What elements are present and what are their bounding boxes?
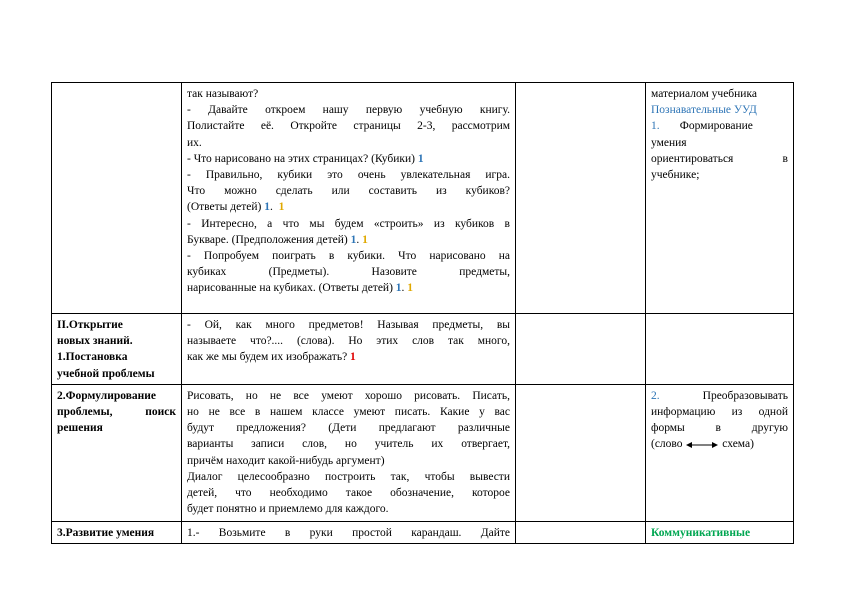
mark: 1 xyxy=(264,201,270,214)
mark: 1 xyxy=(278,201,285,214)
stage-cell: 3.Развитие умения xyxy=(52,521,182,543)
activity-line: Рисовать, но не все умеют хорошо рисовать. Писать, xyxy=(187,389,510,402)
stage-cell xyxy=(52,384,182,521)
activity-line: будут предложения? (Дети предлагают различные xyxy=(187,422,510,435)
activity-line: Полистайте её. Откройте страницы 2-3, рассмотрим xyxy=(187,120,510,133)
mark: 1 xyxy=(350,233,357,246)
activity-line: Что можно сделать или составить из кубиков? xyxy=(187,185,510,198)
stage-line: II.Открытие xyxy=(57,319,123,331)
activity-cell xyxy=(182,314,516,385)
activity-line: варианты записи слов, но учитель их отвергает, xyxy=(187,438,510,451)
mark: 1 xyxy=(395,282,402,295)
stage-line: 1.Постановка xyxy=(57,351,128,364)
mark: 1 xyxy=(407,282,414,295)
activity-cell: так называют? - Давайте откроем нашу первую учебную книгу. Полистайте её. Откройте страницы 2-3, рассмотрим их. - Что нарисовано на этих страницах? (Кубики) 1 - Правильно, кубики это очень увлекательная игра. Что можно сделать или составить из кубиков? (Ответы детей) 1. 1 - Интересно, а что мы будем «строить» из кубиков в Букваре. (Предположения детей) 1. 1 - Попробуем поиграть в кубики. Что нарисовано на кубиках (Предметы). Назовите предметы, нарисованные на кубиках. (Ответы детей) 1. 1 xyxy=(182,83,516,314)
activity-line: как же мы будем их изображать? xyxy=(187,351,348,364)
activity-line: (Ответы детей) xyxy=(187,201,262,214)
uud-line: 1. Формирование xyxy=(651,120,753,133)
uud-cell xyxy=(646,83,794,314)
table-row xyxy=(52,314,794,385)
empty-cell xyxy=(646,314,794,385)
empty-cell xyxy=(516,83,646,314)
activity-line: Диалог целесообразно построить так, чтобы вывести xyxy=(187,470,510,483)
activity-line: - Что нарисовано на этих страницах? (Кубики) xyxy=(187,152,415,165)
mark: 1 xyxy=(350,351,356,364)
activity-line: - Интересно, а что мы будем «строить» из кубиков в xyxy=(187,217,510,230)
lesson-plan-table xyxy=(51,82,794,544)
activity-cell: 1.- Возьмите в руки простой карандаш. Дайте xyxy=(182,521,516,543)
mark: 1 xyxy=(362,233,368,246)
uud-line: (слово xyxy=(651,438,683,451)
double-headed-arrow-icon xyxy=(686,440,718,450)
stage-cell xyxy=(52,314,182,385)
activity-line: называете что?.... (слова). Но этих слов так много, xyxy=(187,335,510,348)
activity-line: но не все в нашем классе умеют писать. Какие у вас xyxy=(187,406,510,419)
stage-line: решения xyxy=(57,422,103,435)
activity-line: Букваре. (Предположения детей) xyxy=(187,233,348,246)
stage-cell xyxy=(52,83,182,314)
mark: 1 xyxy=(417,152,424,165)
stage-line: новых знаний. xyxy=(57,335,133,348)
table-row xyxy=(52,83,794,314)
activity-cell xyxy=(182,384,516,521)
uud-number: 2. xyxy=(651,389,660,402)
uud-line: материалом учебника xyxy=(651,88,757,100)
uud-line: схема) xyxy=(722,438,754,451)
stage-line: учебной проблемы xyxy=(57,367,155,380)
empty-cell xyxy=(516,314,646,385)
activity-line: нарисованные на кубиках. (Ответы детей) xyxy=(187,282,393,295)
activity-line: - Попробуем поиграть в кубики. Что нарисовано на xyxy=(187,250,510,263)
activity-line: детей, что необходимо такое обозначение, которое xyxy=(187,487,510,500)
activity-line: - Правильно, кубики это очень увлекательная игра. xyxy=(187,169,510,182)
uud-cell xyxy=(646,384,794,521)
uud-line: ориентироваться в xyxy=(651,152,788,165)
uud-line: формы в другую xyxy=(651,422,788,435)
uud-line: информацию из одной xyxy=(651,406,788,419)
activity-line: так называют? xyxy=(187,88,259,100)
activity-line: кубиках (Предметы). Назовите предметы, xyxy=(187,266,510,279)
activity-line: причём находит какой-нибудь аргумент) xyxy=(187,454,385,467)
empty-cell xyxy=(516,384,646,521)
stage-line: 2.Формулирование xyxy=(57,389,157,402)
activity-line: - Давайте откроем нашу первую учебную книгу. xyxy=(187,104,510,117)
table-row xyxy=(52,384,794,521)
empty-cell xyxy=(516,521,646,543)
uud-heading: Познавательные УУД xyxy=(651,104,757,117)
uud-line: умения xyxy=(651,136,687,149)
activity-line: их. xyxy=(187,136,202,149)
uud-cell: Коммуникативные xyxy=(646,521,794,543)
activity-line: - Ой, как много предметов! Называя предметы, вы xyxy=(187,319,510,331)
activity-line: будет понятно и приемлемо для каждого. xyxy=(187,503,389,516)
uud-line: Преобразовывать xyxy=(702,389,788,402)
table-row xyxy=(52,521,794,543)
stage-line: проблемы, поиск xyxy=(57,406,176,419)
uud-line: учебнике; xyxy=(651,169,700,182)
